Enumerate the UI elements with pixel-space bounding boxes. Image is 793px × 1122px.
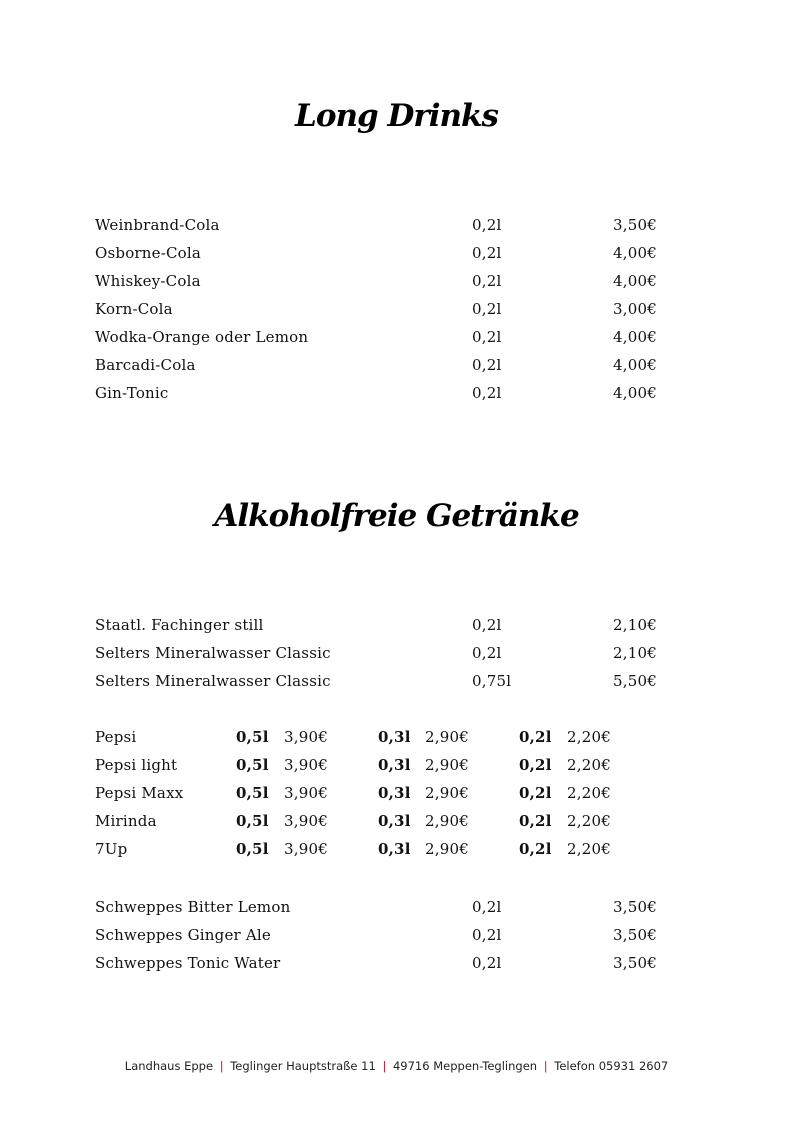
menu-row <box>95 809 715 833</box>
item-price: 3,90€ <box>284 784 328 802</box>
item-price: 2,20€ <box>567 840 611 858</box>
item-price: 5,50€ <box>613 672 657 690</box>
item-price: 2,90€ <box>425 812 469 830</box>
item-name: Korn-Cola <box>95 300 173 318</box>
menu-row <box>95 669 715 693</box>
item-price: 4,00€ <box>613 356 657 374</box>
item-price: 2,90€ <box>425 756 469 774</box>
footer-address <box>0 1059 793 1073</box>
item-volume: 0,2l <box>472 272 502 290</box>
item-volume: 0,2l <box>472 356 502 374</box>
item-price: 2,20€ <box>567 728 611 746</box>
item-price: 2,90€ <box>425 784 469 802</box>
item-price: 3,90€ <box>284 756 328 774</box>
item-volume: 0,5l <box>236 840 269 858</box>
item-volume: 0,2l <box>472 954 502 972</box>
menu-row <box>95 241 715 265</box>
menu-row <box>95 213 715 237</box>
item-volume: 0,2l <box>472 384 502 402</box>
menu-row <box>95 951 715 975</box>
alkoholfrei-title: Alkoholfreie Getränke <box>214 498 579 534</box>
item-volume: 0,2l <box>472 898 502 916</box>
item-volume: 0,2l <box>519 784 552 802</box>
item-price: 4,00€ <box>613 272 657 290</box>
item-price: 2,90€ <box>425 728 469 746</box>
item-name: Weinbrand-Cola <box>95 216 220 234</box>
menu-row <box>95 325 715 349</box>
menu-row <box>95 725 715 749</box>
item-name: Pepsi <box>95 728 137 746</box>
footer-street: Teglinger Hauptstraße 11 <box>230 1059 376 1073</box>
menu-row <box>95 297 715 321</box>
item-name: Schweppes Tonic Water <box>95 954 281 972</box>
item-name: Wodka-Orange oder Lemon <box>95 328 309 346</box>
item-volume: 0,3l <box>378 728 411 746</box>
item-volume: 0,3l <box>378 784 411 802</box>
menu-row <box>95 353 715 377</box>
item-name: Staatl. Fachinger still <box>95 616 264 634</box>
item-volume: 0,2l <box>519 728 552 746</box>
item-volume: 0,3l <box>378 756 411 774</box>
long-drinks-title: Long Drinks <box>295 98 498 134</box>
menu-row <box>95 753 715 777</box>
menu-row <box>95 269 715 293</box>
footer-separator: | <box>543 1059 548 1073</box>
item-name: Mirinda <box>95 812 157 830</box>
item-price: 3,50€ <box>613 926 657 944</box>
item-volume: 0,2l <box>472 216 502 234</box>
footer-separator: | <box>382 1059 387 1073</box>
item-price: 3,90€ <box>284 728 328 746</box>
item-price: 2,20€ <box>567 784 611 802</box>
item-name: Barcadi-Cola <box>95 356 196 374</box>
item-name: Osborne-Cola <box>95 244 202 262</box>
item-name: Selters Mineralwasser Classic <box>95 672 331 690</box>
item-price: 4,00€ <box>613 328 657 346</box>
item-name: Gin-Tonic <box>95 384 169 402</box>
menu-row <box>95 613 715 637</box>
item-volume: 0,2l <box>472 616 502 634</box>
item-volume: 0,2l <box>472 926 502 944</box>
item-volume: 0,2l <box>519 840 552 858</box>
item-price: 3,50€ <box>613 954 657 972</box>
item-volume: 0,2l <box>472 328 502 346</box>
item-price: 2,10€ <box>613 644 657 662</box>
item-name: Schweppes Ginger Ale <box>95 926 271 944</box>
item-price: 3,90€ <box>284 840 328 858</box>
item-price: 3,00€ <box>613 300 657 318</box>
menu-row <box>95 781 715 805</box>
item-price: 3,50€ <box>613 898 657 916</box>
item-price: 2,10€ <box>613 616 657 634</box>
item-price: 3,90€ <box>284 812 328 830</box>
item-name: Pepsi light <box>95 756 178 774</box>
menu-row <box>95 641 715 665</box>
item-name: Whiskey-Cola <box>95 272 201 290</box>
menu-row <box>95 837 715 861</box>
menu-row <box>95 381 715 405</box>
footer-name: Landhaus Eppe <box>124 1059 214 1073</box>
item-name: Selters Mineralwasser Classic <box>95 644 331 662</box>
item-volume: 0,5l <box>236 728 269 746</box>
item-volume: 0,2l <box>472 244 502 262</box>
item-price: 4,00€ <box>613 244 657 262</box>
footer-separator: | <box>219 1059 224 1073</box>
item-volume: 0,3l <box>378 812 411 830</box>
menu-row <box>95 895 715 919</box>
item-volume: 0,2l <box>472 300 502 318</box>
item-volume: 0,5l <box>236 812 269 830</box>
footer-phone: Telefon 05931 2607 <box>554 1059 669 1073</box>
item-volume: 0,5l <box>236 756 269 774</box>
item-name: 7Up <box>95 840 128 858</box>
item-volume: 0,5l <box>236 784 269 802</box>
menu-row <box>95 923 715 947</box>
item-name: Pepsi Maxx <box>95 784 184 802</box>
item-price: 3,50€ <box>613 216 657 234</box>
item-volume: 0,2l <box>472 644 502 662</box>
item-volume: 0,2l <box>519 756 552 774</box>
item-volume: 0,3l <box>378 840 411 858</box>
item-price: 2,20€ <box>567 756 611 774</box>
item-volume: 0,2l <box>519 812 552 830</box>
item-price: 2,90€ <box>425 840 469 858</box>
footer-city: 49716 Meppen-Teglingen <box>392 1059 538 1073</box>
item-volume: 0,75l <box>472 672 512 690</box>
item-name: Schweppes Bitter Lemon <box>95 898 291 916</box>
item-price: 4,00€ <box>613 384 657 402</box>
item-price: 2,20€ <box>567 812 611 830</box>
